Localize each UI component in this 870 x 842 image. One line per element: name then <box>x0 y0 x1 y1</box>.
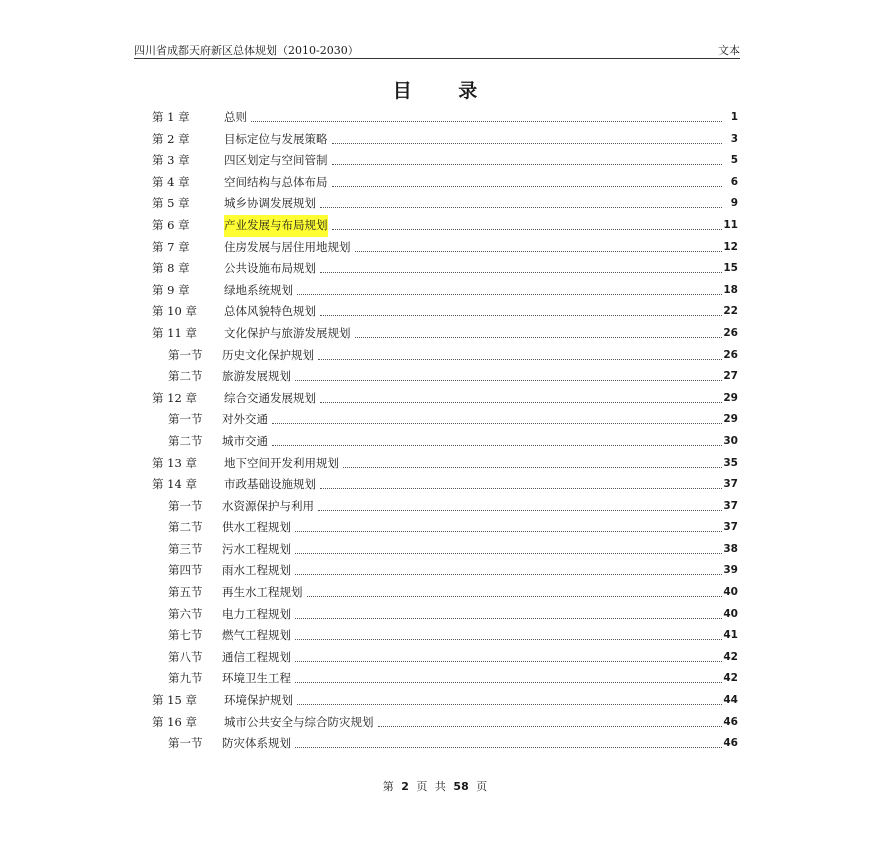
toc-entry-label: 第 14 章 <box>152 477 197 492</box>
toc-entry-page: 29 <box>723 413 738 426</box>
toc-entry-label: 第 3 章 <box>152 153 190 168</box>
toc-entry-page: 27 <box>723 370 738 383</box>
toc-chapter-entry[interactable] <box>152 388 738 410</box>
toc-entry-title: 水资源保护与利用 <box>222 498 314 513</box>
toc-entry-page: 11 <box>723 218 738 231</box>
toc-entry-title: 绿地系统规划 <box>224 282 293 297</box>
toc-entry-title: 防灾体系规划 <box>222 736 291 751</box>
toc-entry-page: 9 <box>730 197 738 210</box>
toc-entry-title: 公共设施布局规划 <box>224 261 316 276</box>
toc-chapter-entry[interactable] <box>152 150 738 172</box>
toc-section-entry[interactable] <box>152 582 738 604</box>
toc-entry-label: 第五节 <box>168 585 203 600</box>
toc-entry-label: 第 8 章 <box>152 261 190 276</box>
toc-entry-title: 环境保护规划 <box>224 693 293 708</box>
toc-entry-label: 第一节 <box>168 498 203 513</box>
toc-entry-title: 地下空间开发利用规划 <box>224 455 339 470</box>
toc-entry-label: 第二节 <box>168 520 203 535</box>
toc-section-entry[interactable] <box>152 345 738 367</box>
toc-entry-label: 第 5 章 <box>152 196 190 211</box>
toc-entry-title: 燃气工程规划 <box>222 628 291 643</box>
toc-dot-leader <box>320 258 722 280</box>
toc-entry-label: 第二节 <box>168 369 203 384</box>
toc-entry-title: 通信工程规划 <box>222 649 291 664</box>
toc-entry-label: 第一节 <box>168 736 203 751</box>
toc-entry-title: 文化保护与旅游发展规划 <box>224 325 351 340</box>
toc-dot-leader <box>295 539 722 561</box>
toc-entry-title: 产业发展与布局规划 <box>224 215 328 237</box>
toc-dot-leader <box>343 453 722 475</box>
toc-entry-page: 42 <box>723 650 738 663</box>
toc-chapter-entry[interactable] <box>152 323 738 345</box>
toc-chapter-entry[interactable] <box>152 258 738 280</box>
toc-entry-page: 41 <box>723 629 738 642</box>
toc-entry-page: 40 <box>723 607 738 620</box>
toc-dot-leader <box>295 560 722 582</box>
toc-entry-page: 29 <box>723 391 738 404</box>
toc-entry-title: 雨水工程规划 <box>222 563 291 578</box>
toc-chapter-entry[interactable] <box>152 474 738 496</box>
toc-entry-label: 第 15 章 <box>152 693 197 708</box>
toc-dot-leader <box>295 517 722 539</box>
toc-section-entry[interactable] <box>152 625 738 647</box>
toc-chapter-entry[interactable] <box>152 129 738 151</box>
toc-entry-label: 第 10 章 <box>152 304 197 319</box>
toc-entry-page: 35 <box>723 456 738 469</box>
toc-entry-page: 22 <box>723 305 738 318</box>
toc-entry-page: 12 <box>723 240 738 253</box>
toc-entry-label: 第 9 章 <box>152 282 190 297</box>
toc-dot-leader <box>318 345 722 367</box>
toc-dot-leader <box>297 690 722 712</box>
toc-entry-page: 5 <box>730 154 738 167</box>
toc-entry-title: 再生水工程规划 <box>222 585 303 600</box>
toc-entry-page: 40 <box>723 586 738 599</box>
toc-chapter-entry[interactable] <box>152 280 738 302</box>
toc-dot-leader <box>355 323 722 345</box>
toc-entry-page: 37 <box>723 478 738 491</box>
toc-section-entry[interactable] <box>152 431 738 453</box>
toc-entry-page: 18 <box>723 283 738 296</box>
toc-section-entry[interactable] <box>152 733 738 755</box>
toc-chapter-entry[interactable] <box>152 172 738 194</box>
toc-entry-page: 44 <box>723 694 738 707</box>
toc-entry-label: 第 1 章 <box>152 110 190 124</box>
toc-entry-label: 第六节 <box>168 606 203 621</box>
toc-entry-title: 旅游发展规划 <box>222 369 291 384</box>
toc-chapter-entry[interactable] <box>152 301 738 323</box>
toc-chapter-entry[interactable] <box>152 193 738 215</box>
toc-entry-title: 城市公共安全与综合防灾规划 <box>224 714 374 729</box>
footer-prefix: 第 <box>382 780 394 793</box>
footer-current-page: 2 <box>401 780 409 793</box>
toc-entry-title: 城市交通 <box>222 433 268 448</box>
toc-entry-label: 第七节 <box>168 628 203 643</box>
toc-entry-title: 综合交通发展规划 <box>224 390 316 405</box>
toc-entry-title: 市政基础设施规划 <box>224 477 316 492</box>
toc-dot-leader <box>318 496 722 518</box>
footer-suffix: 页 <box>476 780 488 793</box>
toc-entry-title: 住房发展与居住用地规划 <box>224 239 351 254</box>
toc-entry-title: 总则 <box>224 110 247 124</box>
toc-section-entry[interactable] <box>152 604 738 626</box>
page-footer <box>0 778 870 794</box>
toc-dot-leader <box>332 215 722 237</box>
toc-dot-leader <box>332 172 722 194</box>
toc-entry-page: 42 <box>723 672 738 685</box>
toc-dot-leader <box>295 604 722 626</box>
header-document-type: 文本 <box>718 44 740 57</box>
toc-chapter-entry[interactable] <box>152 107 738 129</box>
toc-chapter-entry[interactable] <box>152 237 738 259</box>
toc-chapter-entry[interactable] <box>152 690 738 712</box>
toc-chapter-entry[interactable] <box>152 712 738 734</box>
toc-dot-leader <box>295 647 722 669</box>
toc-entry-page: 37 <box>723 499 738 512</box>
toc-entry-page: 30 <box>723 434 738 447</box>
toc-entry-page: 39 <box>723 564 738 577</box>
toc-entry-label: 第 13 章 <box>152 455 197 470</box>
toc-dot-leader <box>378 712 722 734</box>
toc-dot-leader <box>295 733 722 755</box>
toc-entry-label: 第 12 章 <box>152 390 197 405</box>
toc-entry-title: 目标定位与发展策略 <box>224 131 328 146</box>
toc-entry-page: 38 <box>723 542 738 555</box>
table-of-contents <box>152 107 738 755</box>
footer-middle: 页 共 <box>416 780 446 793</box>
toc-entry-title: 电力工程规划 <box>222 606 291 621</box>
toc-section-entry[interactable] <box>152 409 738 431</box>
running-header <box>134 40 740 59</box>
toc-entry-label: 第 6 章 <box>152 217 190 232</box>
toc-section-entry[interactable] <box>152 517 738 539</box>
toc-section-entry[interactable] <box>152 496 738 518</box>
toc-entry-title: 供水工程规划 <box>222 520 291 535</box>
toc-chapter-entry[interactable] <box>152 453 738 475</box>
toc-entry-label: 第 4 章 <box>152 174 190 189</box>
toc-entry-title: 历史文化保护规划 <box>222 347 314 362</box>
toc-entry-page: 26 <box>723 348 738 361</box>
toc-entry-label: 第九节 <box>168 671 203 686</box>
toc-section-entry[interactable] <box>152 668 738 690</box>
toc-dot-leader <box>320 474 722 496</box>
toc-dot-leader <box>295 668 722 690</box>
toc-entry-label: 第一节 <box>168 412 203 427</box>
toc-entry-page: 6 <box>730 175 738 188</box>
toc-dot-leader <box>355 237 722 259</box>
toc-dot-leader <box>320 301 722 323</box>
toc-dot-leader <box>272 409 722 431</box>
toc-entry-title: 空间结构与总体布局 <box>224 174 328 189</box>
toc-entry-label: 第八节 <box>168 649 203 664</box>
toc-entry-page: 26 <box>723 326 738 339</box>
toc-section-entry[interactable] <box>152 647 738 669</box>
toc-section-entry[interactable] <box>152 560 738 582</box>
toc-entry-title: 污水工程规划 <box>222 541 291 556</box>
toc-dot-leader <box>320 193 722 215</box>
toc-entry-title: 四区划定与空间管制 <box>224 153 328 168</box>
toc-entry-page: 37 <box>723 521 738 534</box>
toc-entry-label: 第 7 章 <box>152 239 190 254</box>
toc-dot-leader <box>332 150 722 172</box>
toc-entry-page: 15 <box>723 262 738 275</box>
toc-dot-leader <box>251 107 722 129</box>
toc-chapter-entry[interactable] <box>152 215 738 237</box>
toc-entry-label: 第一节 <box>168 347 203 362</box>
toc-dot-leader <box>320 388 722 410</box>
toc-entry-page: 1 <box>730 111 738 123</box>
toc-entry-label: 第 2 章 <box>152 131 190 146</box>
toc-entry-label: 第四节 <box>168 563 203 578</box>
toc-entry-title: 城乡协调发展规划 <box>224 196 316 211</box>
toc-entry-title: 总体风貌特色规划 <box>224 304 316 319</box>
header-document-title: 四川省成都天府新区总体规划（2010-2030） <box>134 44 359 57</box>
toc-section-entry[interactable] <box>152 539 738 561</box>
toc-dot-leader <box>295 366 722 388</box>
toc-entry-label: 第 16 章 <box>152 714 197 729</box>
toc-entry-title: 对外交通 <box>222 412 268 427</box>
toc-entry-label: 第三节 <box>168 541 203 556</box>
page-title: 目 录 <box>392 80 498 102</box>
toc-entry-page: 46 <box>723 715 738 728</box>
toc-entry-label: 第二节 <box>168 433 203 448</box>
toc-dot-leader <box>272 431 722 453</box>
toc-entry-page: 3 <box>730 132 738 145</box>
toc-entry-title: 环境卫生工程 <box>222 671 291 686</box>
toc-entry-page: 46 <box>723 737 738 750</box>
footer-total-pages: 58 <box>453 780 469 793</box>
toc-dot-leader <box>307 582 722 604</box>
toc-dot-leader <box>295 625 722 647</box>
toc-section-entry[interactable] <box>152 366 738 388</box>
toc-dot-leader <box>297 280 722 302</box>
toc-entry-label: 第 11 章 <box>152 325 197 340</box>
toc-dot-leader <box>332 129 722 151</box>
